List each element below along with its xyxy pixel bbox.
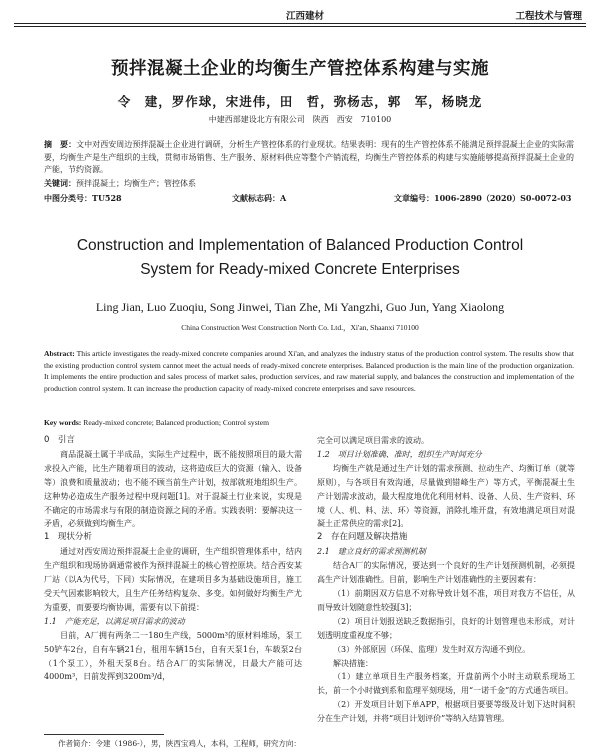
abstract-cn (44, 138, 574, 190)
section-heading: 0 引言 (44, 435, 75, 445)
affiliation-en: China Construction West Construction North Co. Ltd.，Xi'an, Shaanxi 710100 (181, 323, 419, 332)
keywords-cn-text: 预拌混凝土；均衡生产；管控体系 (76, 178, 196, 188)
section-name: 工程技术与管理 (515, 11, 582, 22)
author-footnote: 作者简介：令建（1986-），男，陕西宝鸡人，本科，工程师，研究方向： (58, 739, 301, 748)
footnote-rule (44, 734, 164, 735)
paper-title-en-line2: System for Ready-mixed Concrete Enterprises (140, 261, 460, 278)
keywords-en-text: Ready-mixed concrete; Balanced production; Control system (83, 418, 270, 427)
body-column-right (317, 434, 575, 726)
keywords-cn-label: 关键词： (44, 177, 76, 188)
header-rule (14, 23, 586, 24)
paragraph: 目前，A厂拥有两条二一180生产线，5000m³的原材料堆场，泵工50铲车2台，自有车辆21台，租用车辆15台，自有天泵1台，车载泵2台（1个泵工），外租天泵8台。结合A厂的实际情况，日最大产能可达4000m³，日前发挥到3200m³/d， (44, 630, 302, 682)
classification-row (44, 193, 574, 205)
keywords-en-label: Key words: (44, 418, 82, 427)
header-rule-thin (14, 26, 586, 27)
paper-title-en-line1: Construction and Implementation of Balanced Production Control (76, 237, 524, 254)
paragraph: 通过对西安周边预拌混凝土企业的调研，生产组织管理体系中，结内生产组织和现场协调通常被作为预拌混凝土的核心管控原块。结合西安某厂站（以A为代号，下同）实际情况，在建项目多为基础设施项目，施工受天气因素影响较大，且生产任务结构复杂、多变。如何做好均衡生产尤为重要，而要要均衡协调，需要有以下前提： (44, 547, 302, 612)
abstract-en-label: Abstract: (44, 349, 75, 358)
paragraph: （3）外部原因（环保、监理）发生时双方沟通不到位。 (333, 644, 531, 654)
article-number: 文章编号：1006-2890（2020）S0-0072-03 (394, 193, 572, 203)
abstract-cn-text: 文中对西安周边预拌混凝土企业进行调研，分析生产管控体系的行业现状。结果表明：现有的生产管控体系不能满足预拌混凝土企业的实际需要，均衡生产是生产组织的主线，贯彻市场销售、生产服务、原材料供应等整个产销流程，均衡生产管控体系的构建与实施能够提高预拌混凝土企业的产能，节约资源。 (44, 140, 574, 174)
journal-name: 江西建材 (286, 11, 325, 22)
paragraph: 解决措施： (333, 658, 373, 668)
abstract-en (44, 348, 574, 394)
abstract-cn-label: 摘 要： (44, 139, 77, 149)
abstract-en-text: This article investigates the ready-mixed concrete companies around Xi'an, and analyzes the industry status of the production control system. The results show that the existing production control system cannot meet the actual needs of ready-mixed concrete enterprises. Balanced production is the main line of the production organization. It implements the entire production and sales process of market sales, production services, and raw material supply, and balances the construction and implementation of the production control system. It can increase the production capacity of ready-mixed concrete enterprises and save resources. (44, 349, 575, 393)
paper-title-en (0, 234, 600, 282)
paper-title-cn: 预拌混凝土企业的均衡生产管控体系构建与实施 (111, 59, 489, 79)
affiliation-cn: 中建西部建设北方有限公司 陕西 西安 710100 (208, 115, 392, 124)
subsection-heading: 1.2 项目计划准确、准时，组织生产时间充分 (317, 449, 482, 459)
running-header (14, 8, 586, 22)
document-code: 文献标志码：A (232, 193, 287, 203)
paragraph: 商品混凝土属于半成品，实际生产过程中，既不能按照项目的最大需求投入产能，比生产随着项目的波动，这将造成巨大的资源（输入、设备等）浪费和质量波动；也不能不顾当前生产计划，按部就班地组织生产。这种势必造成生产服务过程中现问题[1]。对于混凝土行业来说，实现是不确定的市场需求与有限的制造资源之间的矛盾。实践表明：要解决这一矛盾，必须做到均衡生产。 (44, 449, 302, 529)
paragraph: （2）开发项目计划下单APP，根据项目要要等级及计划下达时间积分在生产计划，并将“项目计划评价”等纳入结算管理。 (317, 700, 575, 724)
paragraph: 完全可以满足项目需求的波动。 (317, 436, 429, 445)
paragraph: 结合A厂的实际情况，要达到一个良好的生产计划预测机制，必须提高生产计划准确性。目前，影响生产计划准确性的主要因素有： (317, 561, 575, 585)
keywords-en (44, 418, 574, 427)
paragraph: 均衡生产就是通过生产计划的需求预测、拉动生产、均衡订单（就等原则），与各项目有效沟通，尽量做到错峰生产）等方式，平衡混凝土生产计划需求波动，最大程度地优化利用材料、设备、人员、生产资料、环境（人、机、料、法、环）等资源，消除扎堆开盘，有效地满足项目对混凝土正常供应的需求[2]。 (317, 463, 575, 529)
authors-en: Ling Jian, Luo Zuoqiu, Song Jinwei, Tian Zhe, Mi Yangzhi, Guo Jun, Yang Xiaolong (95, 300, 505, 314)
paragraph: （1）前期因双方信息不对称导致计划不准，项目对我方不信任，从而导致计划随意性较强[3]； (317, 588, 575, 612)
authors-cn: 令 建，罗作球，宋进伟，田 哲，弥杨志，郭 军，杨晓龙 (117, 94, 483, 109)
paragraph: （1）建立单项目生产服务档案，开盘前两个小时主动联系现场工长，前一个小时做到系和监理平刻现场，用“一诺千金”的方式通告项目。 (317, 672, 575, 696)
section-heading: 1 现状分析 (44, 532, 92, 543)
paragraph: （2）项目计划报送缺乏数据指引，良好的计划管理也未形成，对计划透明度重视度不够； (317, 616, 575, 640)
subsection-heading: 1.1 产能充足，以满足项目需求的波动 (44, 616, 185, 626)
clc-number: 中图分类号：TU528 (44, 193, 122, 203)
subsection-heading: 2.1 建立良好的需求预测机制 (317, 547, 426, 557)
body-column-left (44, 434, 302, 684)
section-heading: 2 存在问题及解决措施 (317, 532, 408, 543)
